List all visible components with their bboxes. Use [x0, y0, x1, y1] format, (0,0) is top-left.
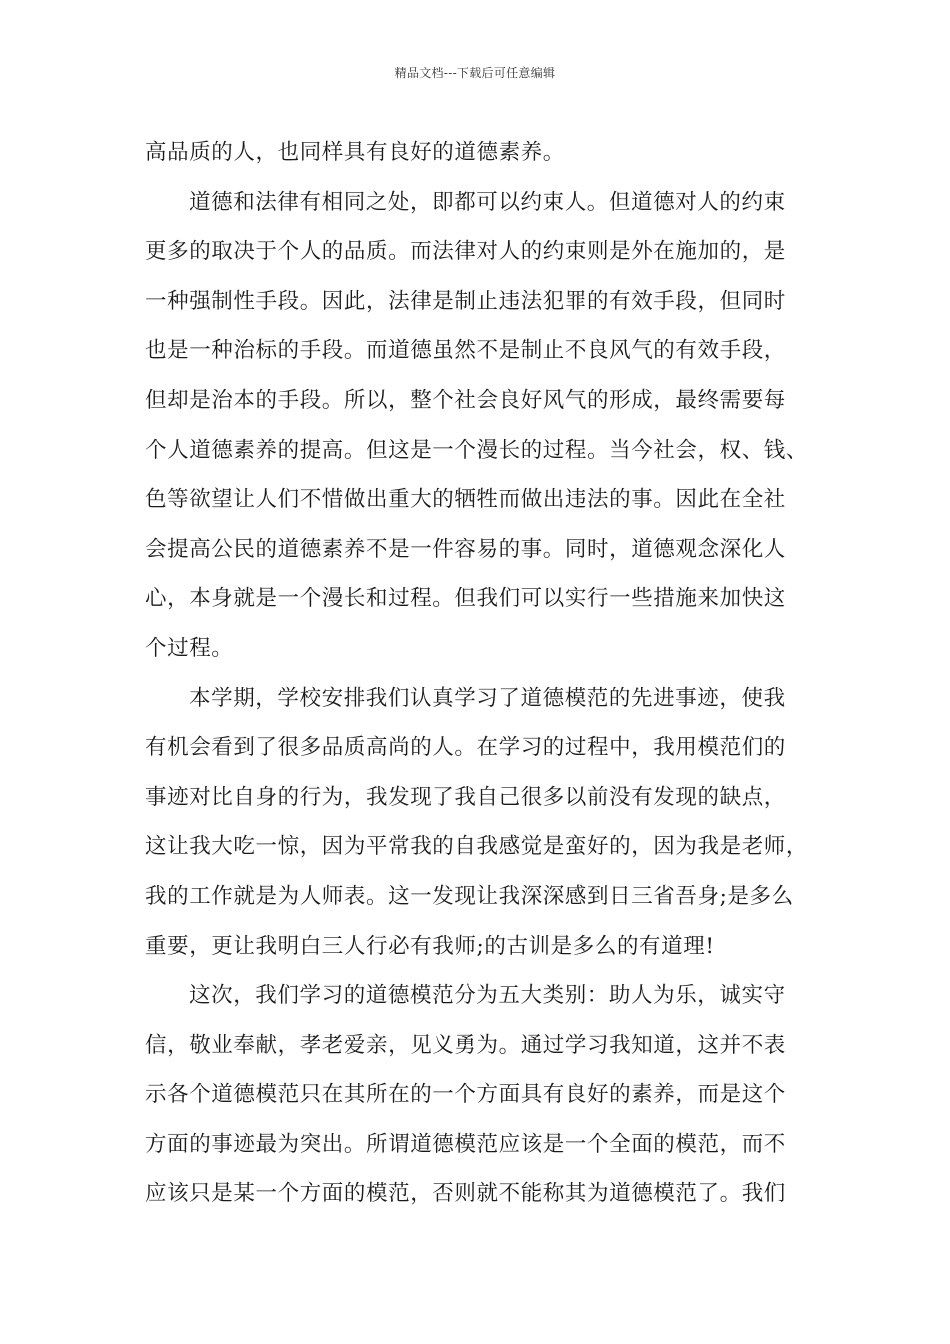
text-line: 道德和法律有相同之处，即都可以约束人。但道德对人的约束 — [189, 189, 786, 215]
text-line: 心，本身就是一个漫长和过程。但我们可以实行一些措施来加快这 — [145, 586, 786, 612]
text-line: 方面的事迹最为突出。所谓道德模范应该是一个全面的模范，而不 — [145, 1131, 786, 1157]
text-line: 高品质的人，也同样具有良好的道德素养。 — [145, 140, 565, 165]
text-line: 事迹对比自身的行为，我发现了我自己很多以前没有发现的缺点， — [145, 784, 786, 810]
text-line: 示各个道德模范只在其所在的一个方面具有良好的素养，而是这个 — [145, 1082, 786, 1108]
text-line: 更多的取决于个人的品质。而法律对人的约束则是外在施加的，是 — [145, 239, 786, 265]
text-line: 重要，更让我明白三人行必有我师;的古训是多么的有道理! — [145, 933, 715, 959]
text-line: 我的工作就是为人师表。这一发现让我深深感到日三省吾身;是多么 — [145, 883, 794, 909]
text-line: 会提高公民的道德素养不是一件容易的事。同时，道德观念深化人 — [145, 536, 786, 562]
text-line: 信，敬业奉献，孝老爱亲，见义勇为。通过学习我知道，这并不表 — [145, 1032, 786, 1058]
text-line: 这次，我们学习的道德模范分为五大类别：助人为乐，诚实守 — [189, 983, 786, 1009]
text-line: 也是一种治标的手段。而道德虽然不是制止不良风气的有效手段， — [145, 338, 786, 364]
text-line: 个过程。 — [145, 635, 234, 661]
body-text — [145, 128, 825, 1219]
text-line: 个人道德素养的提高。但这是一个漫长的过程。当今社会，权、钱、 — [145, 437, 809, 463]
text-line: 这让我大吃一惊，因为平常我的自我感觉是蛮好的，因为我是老师， — [145, 834, 809, 860]
text-line: 本学期，学校安排我们认真学习了道德模范的先进事迹，使我 — [189, 685, 786, 711]
page-header: 精品文档---下载后可任意编辑 — [394, 66, 556, 80]
text-line: 色等欲望让人们不惜做出重大的牺牲而做出违法的事。因此在全社 — [145, 487, 786, 513]
text-line: 有机会看到了很多品质高尚的人。在学习的过程中，我用模范们的 — [145, 735, 786, 761]
text-line: 应该只是某一个方面的模范，否则就不能称其为道德模范了。我们 — [145, 1181, 786, 1207]
text-line: 但却是治本的手段。所以，整个社会良好风气的形成，最终需要每 — [145, 387, 786, 413]
text-line: 一种强制性手段。因此，法律是制止违法犯罪的有效手段，但同时 — [145, 288, 786, 314]
